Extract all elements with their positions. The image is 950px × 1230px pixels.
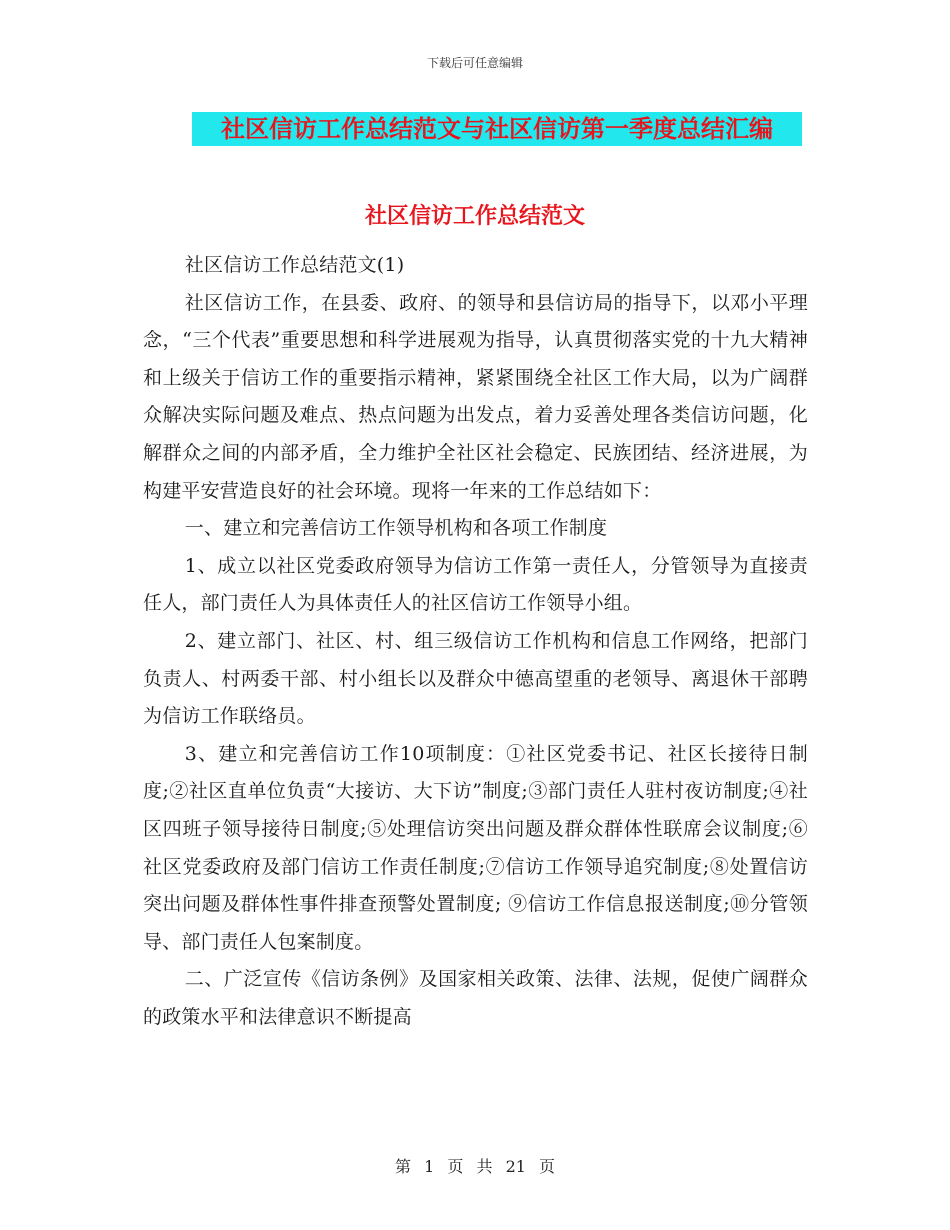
paragraph: 2、建立部门、社区、村、组三级信访工作机构和信息工作网络，把部门负责人、村两委干部、村小组长以及群众中德高望重的老领导、离退休干部聘为信访工作联络员。 [143,629,808,728]
footer-page-suffix: 页 [539,1157,556,1176]
paragraph: 一、建立和完善信访工作领导机构和各项工作制度 [184,517,608,540]
paragraph: 社区信访工作，在县委、政府、的领导和县信访局的指导下，以邓小平理念，“三个代表”重要思想和科学进展观为指导，认真贯彻落实党的十九大精神和上级关于信访工作的重要指示精神，紧紧围绕全社区工作大局，以为广阔群众解决实际问题及难点、热点问题为出发点，着力妥善处理各类信访问题，化解群众之间的内部矛盾，全力维护全社区社会稳定、民族团结、经济进展，为构建平安营造良好的社会环境。现将一年来的工作总结如下： [143,291,808,502]
footer-page-number: 1 [424,1157,435,1176]
paragraph: 社区信访工作总结范文(1) [184,254,405,276]
paragraph: 二、广泛宣传《信访条例》及国家相关政策、法律、法规，促使广阔群众的政策水平和法律意识不断提高 [143,968,808,1028]
document-body [143,247,808,1036]
paragraph: 3、建立和完善信访工作10项制度：①社区党委书记、社区长接待日制度;②社区直单位负责“大接访、大下访”制度;③部门责任人驻村夜访制度;④社区四班子领导接待日制度;⑤处理信访突出问题及群众群体性联席会议制度;⑥社区党委政府及部门信访工作责任制度;⑦信访工作领导追究制度;⑧处置信访突出问题及群体性事件排查预警处置制度; ⑨信访工作信息报送制度;⑩分管领导、部门责任人包案制度。 [143,742,808,953]
footer-total-label: 共 [476,1157,493,1176]
footer-page-mid: 页 [447,1157,464,1176]
paragraph: 1、成立以社区党委政府领导为信访工作第一责任人，分管领导为直接责任人，部门责任人为具体责任人的社区信访工作领导小组。 [143,554,808,615]
header-note: 下载后可任意编辑 [426,56,523,70]
section-title: 社区信访工作总结范文 [364,204,585,229]
document-title: 社区信访工作总结范文与社区信访第一季度总结汇编 [192,112,802,146]
footer-page-prefix: 第 [394,1157,411,1176]
page-footer [0,1154,950,1177]
footer-total-pages: 21 [505,1157,526,1176]
